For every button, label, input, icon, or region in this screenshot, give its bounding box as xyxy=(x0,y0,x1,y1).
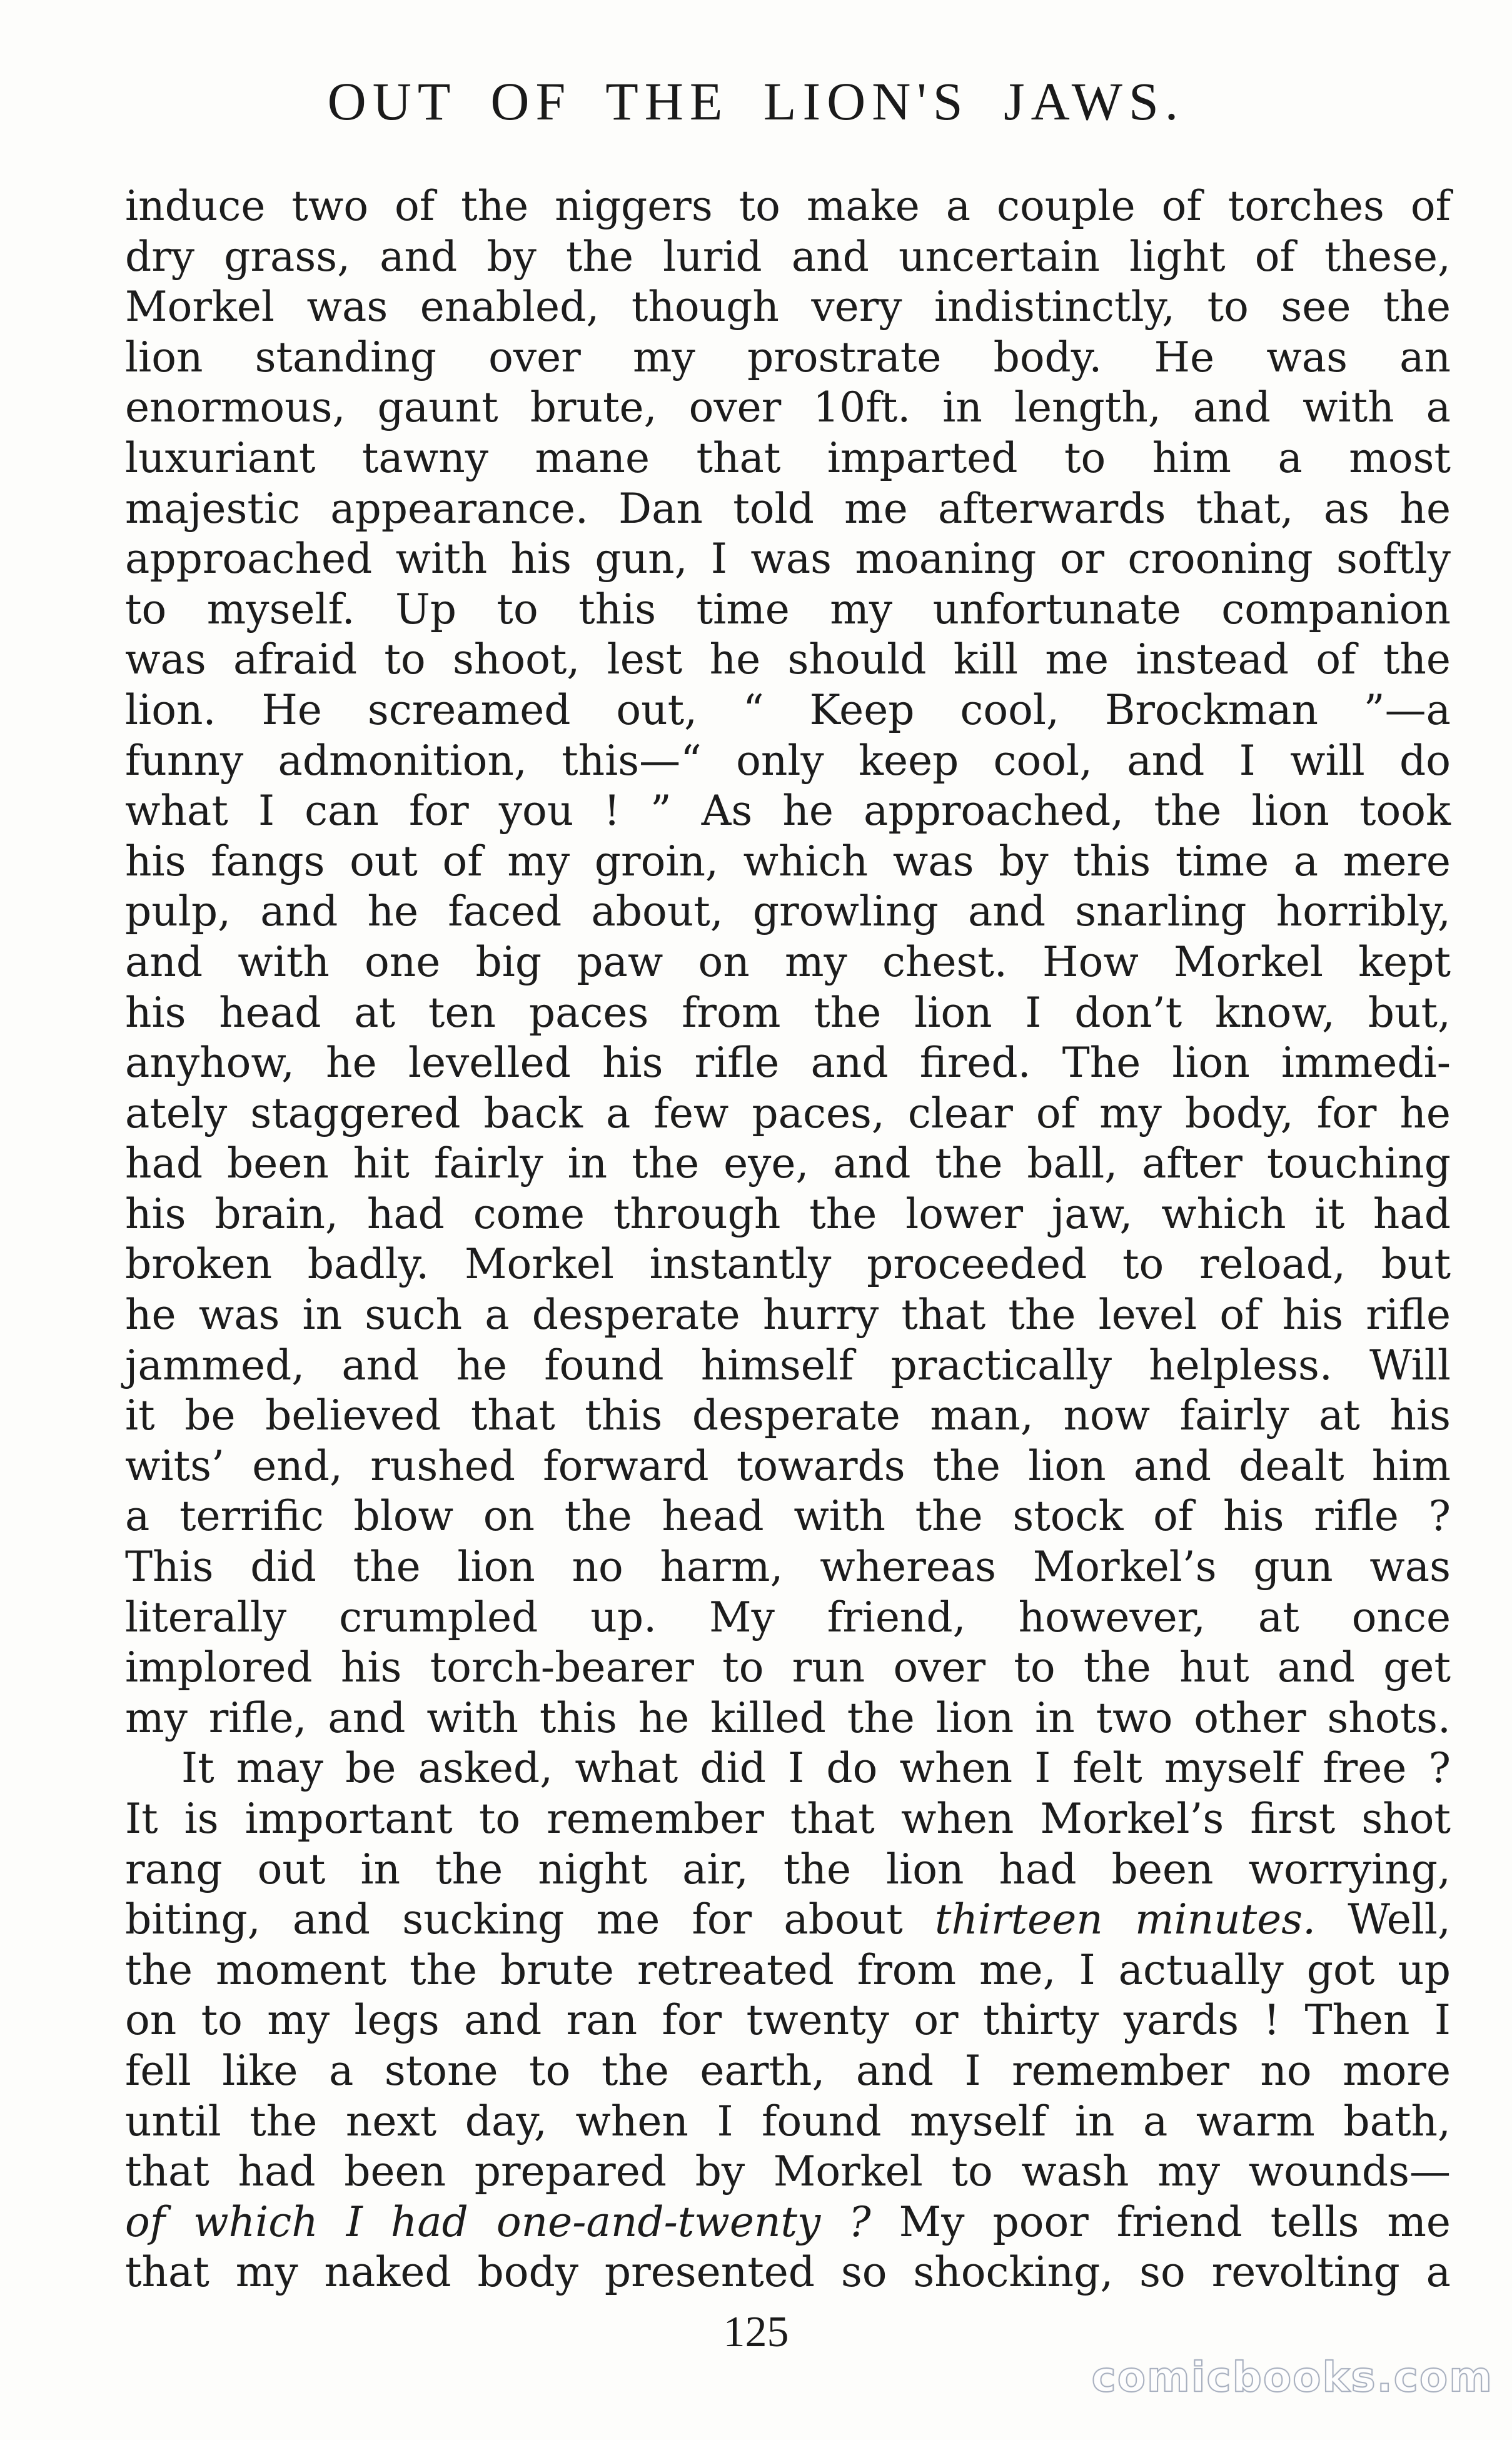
italic-span: thirteen minutes. xyxy=(934,1895,1316,1944)
text-line: it be believed that this desperate man, now fairly at his xyxy=(125,1391,1451,1440)
text-line: pulp, and he faced about, growling and snarling horribly, xyxy=(125,887,1451,936)
text-line: lion. He screamed out, “ Keep cool, Brockman ”—a xyxy=(125,685,1451,734)
text-line: dry grass, and by the lurid and uncertain light of these, xyxy=(125,232,1451,281)
text-line: to myself. Up to this time my unfortunate companion xyxy=(125,585,1451,633)
text-line: lion standing over my prostrate body. He was an xyxy=(125,333,1451,381)
text-line: It may be asked, what did I do when I felt myself free ? xyxy=(181,1744,1451,1793)
page-number: 125 xyxy=(723,2308,789,2356)
text-line: that had been prepared by Morkel to wash my wounds— xyxy=(125,2147,1451,2196)
text-line: literally crumpled up. My friend, however, at once xyxy=(125,1593,1451,1641)
text-line: majestic appearance. Dan told me afterwards that, as he xyxy=(125,484,1451,533)
text-line: luxuriant tawny mane that imparted to him a most xyxy=(125,433,1451,482)
text-line: implored his torch-bearer to run over to the hut and get xyxy=(125,1643,1451,1692)
italic-span: of which I had one-and-twenty ? xyxy=(125,2197,871,2246)
text-line: This did the lion no harm, whereas Morkel’s gun was xyxy=(125,1543,1451,1591)
text-span: My poor friend tells me xyxy=(870,2197,1451,2246)
body-text xyxy=(125,181,1451,2298)
text-line: wits’ end, rushed forward towards the lion and dealt him xyxy=(125,1441,1451,1490)
watermark: comicbooks.com xyxy=(1091,2353,1493,2401)
text-line: my rifle, and with this he killed the lion in two other shots. xyxy=(125,1693,1451,1742)
text-line: approached with his gun, I was moaning or crooning softly xyxy=(125,535,1451,583)
text-line: rang out in the night air, the lion had been worrying, xyxy=(125,1845,1451,1893)
text-line: jammed, and he found himself practically helpless. Will xyxy=(125,1341,1451,1389)
text-line: and with one big paw on my chest. How Morkel kept xyxy=(125,937,1451,986)
text-line: a terrific blow on the head with the stock of his rifle ? xyxy=(125,1492,1451,1541)
text-line: broken badly. Morkel instantly proceeded to reload, but xyxy=(125,1240,1451,1289)
text-line: his brain, had come through the lower jaw, which it had xyxy=(125,1189,1451,1238)
text-line: until the next day, when I found myself in a warm bath, xyxy=(125,2097,1451,2145)
text-line: Morkel was enabled, though very indistinctly, to see the xyxy=(125,283,1451,331)
text-line: ately staggered back a few paces, clear of my body, for he xyxy=(125,1089,1451,1137)
text-line: enormous, gaunt brute, over 10ft. in length, and with a xyxy=(125,383,1451,432)
text-line: It is important to remember that when Morkel’s first shot xyxy=(125,1795,1451,1843)
text-line: that my naked body presented so shocking, so revolting a xyxy=(125,2248,1451,2297)
text-line: funny admonition, this—“ only keep cool, and I will do xyxy=(125,736,1451,785)
text-line: his head at ten paces from the lion I don’t know, but, xyxy=(125,988,1451,1037)
text-line xyxy=(125,2197,1451,2248)
text-line xyxy=(125,1895,1451,1945)
running-head: OUT OF THE LION'S JAWS. xyxy=(327,71,1185,131)
text-line: on to my legs and ran for twenty or thirty yards ! Then I xyxy=(125,1996,1451,2045)
text-span: biting, and sucking me for about xyxy=(125,1895,935,1944)
text-line: anyhow, he levelled his rifle and fired. The lion immedi- xyxy=(125,1039,1451,1087)
text-line: was afraid to shoot, lest he should kill me instead of the xyxy=(125,635,1451,684)
text-line: the moment the brute retreated from me, I actually got up xyxy=(125,1945,1451,1994)
text-line: his fangs out of my groin, which was by this time a mere xyxy=(125,837,1451,885)
text-line: he was in such a desperate hurry that the level of his rifle xyxy=(125,1291,1451,1339)
text-line: induce two of the niggers to make a couple of torches of xyxy=(125,182,1451,230)
text-line: what I can for you ! ” As he approached, the lion took xyxy=(125,787,1451,835)
text-line: had been hit fairly in the eye, and the ball, after touching xyxy=(125,1139,1451,1188)
text-span: Well, xyxy=(1316,1895,1451,1944)
text-line: fell like a stone to the earth, and I remember no more xyxy=(125,2046,1451,2095)
